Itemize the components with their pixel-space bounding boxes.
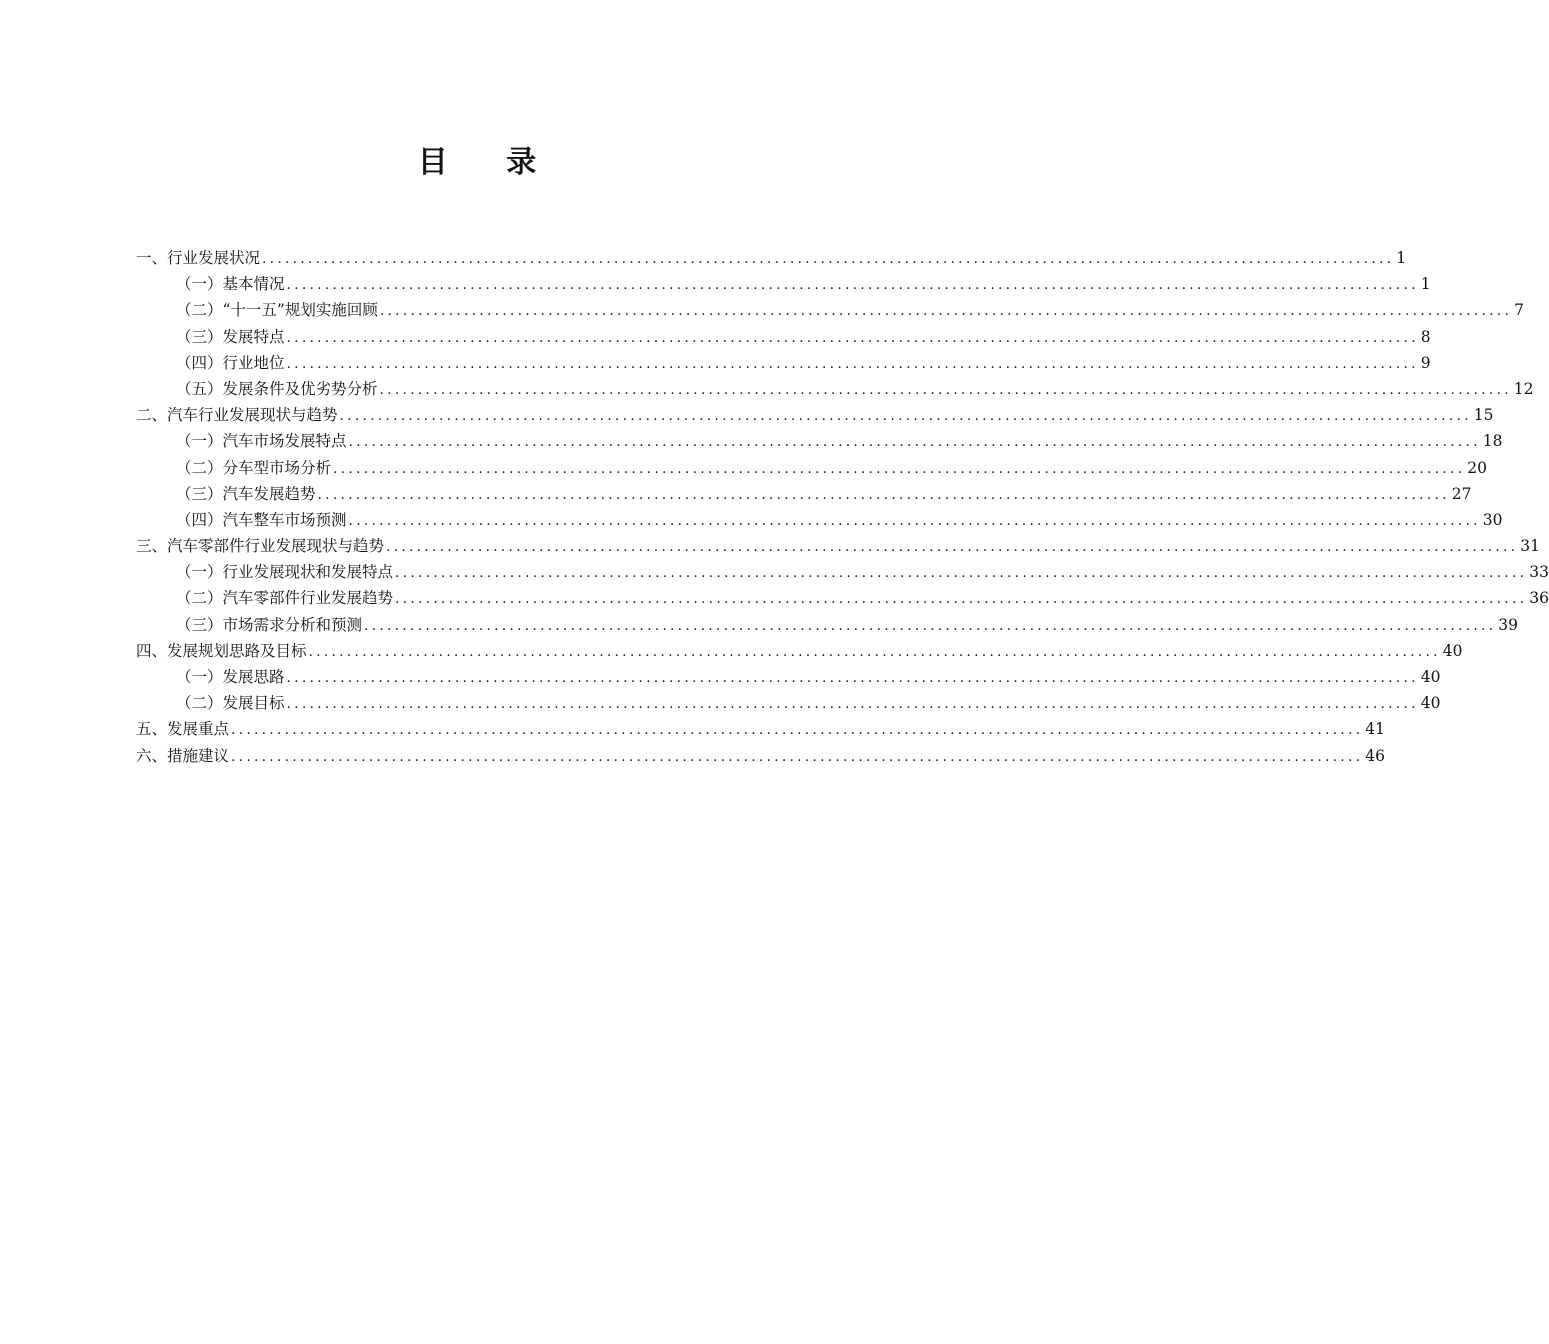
toc-entry[interactable] bbox=[136, 664, 1441, 690]
toc-page-number: 8 bbox=[1420, 327, 1431, 346]
toc-entry-label: 二、汽车行业发展现状与趋势 bbox=[136, 406, 338, 425]
toc-entry-label: （一）发展思路 bbox=[176, 668, 285, 686]
toc-page-number: 40 bbox=[1442, 641, 1463, 660]
toc-page-number: 33 bbox=[1529, 563, 1549, 582]
toc-entry[interactable] bbox=[136, 455, 1487, 481]
toc-page-number: 20 bbox=[1467, 458, 1487, 477]
toc-leader-dots: .................................................................................................................................................... bbox=[308, 643, 1441, 660]
toc-leader-dots: .................................................................................................................................................... bbox=[386, 539, 1519, 556]
toc-page-number: 40 bbox=[1420, 668, 1441, 686]
toc-page-number: 12 bbox=[1513, 379, 1534, 398]
toc-leader-dots: .................................................................................................................................................... bbox=[379, 303, 1513, 320]
toc-list bbox=[136, 245, 1549, 769]
toc-entry-label: （三）发展特点 bbox=[176, 327, 285, 346]
toc-entry-label: （一）基本情况 bbox=[176, 275, 285, 294]
toc-entry-label: 四、发展规划思路及目标 bbox=[136, 641, 307, 660]
toc-entry[interactable] bbox=[136, 402, 1494, 428]
toc-leader-dots: .................................................................................................................................................... bbox=[286, 277, 1419, 294]
toc-page-number: 1 bbox=[1396, 249, 1407, 267]
toc-entry-label: （一）汽车市场发展特点 bbox=[176, 432, 347, 451]
toc-page-number: 31 bbox=[1520, 537, 1540, 556]
toc-leader-dots: .................................................................................................................................................... bbox=[286, 670, 1419, 686]
toc-leader-dots: .................................................................................................................................................... bbox=[286, 355, 1419, 372]
toc-entry[interactable] bbox=[136, 690, 1441, 716]
toc-page-number: 1 bbox=[1420, 275, 1431, 294]
toc-entry-label: （四）汽车整车市场预测 bbox=[176, 510, 347, 529]
toc-entry[interactable] bbox=[136, 350, 1431, 376]
toc-leader-dots: .................................................................................................................................................... bbox=[395, 591, 1528, 608]
toc-leader-dots: .................................................................................................................................................... bbox=[317, 486, 1450, 503]
toc-leader-dots: .................................................................................................................................................... bbox=[339, 408, 1472, 425]
toc-page-number: 46 bbox=[1365, 746, 1385, 765]
toc-leader-dots: .................................................................................................................................................... bbox=[333, 460, 1466, 477]
toc-page-number: 39 bbox=[1498, 615, 1518, 634]
toc-entry[interactable] bbox=[136, 481, 1472, 507]
toc-entry[interactable] bbox=[136, 612, 1518, 638]
toc-leader-dots: .................................................................................................................................................... bbox=[231, 722, 1364, 739]
toc-page-number: 18 bbox=[1482, 432, 1503, 451]
toc-entry-label: （四）行业地位 bbox=[176, 353, 285, 372]
toc-entry[interactable] bbox=[136, 716, 1385, 742]
toc-page-number: 9 bbox=[1420, 353, 1431, 372]
toc-entry[interactable] bbox=[136, 507, 1503, 533]
toc-entry[interactable] bbox=[136, 245, 1407, 271]
toc-page-number: 40 bbox=[1420, 694, 1441, 713]
toc-leader-dots: .................................................................................................................................................... bbox=[286, 696, 1419, 713]
toc-leader-dots: .................................................................................................................................................... bbox=[395, 565, 1528, 582]
toc-leader-dots: .................................................................................................................................................... bbox=[286, 329, 1419, 346]
toc-page-number: 15 bbox=[1473, 406, 1494, 425]
toc-leader-dots: .................................................................................................................................................... bbox=[348, 512, 1481, 529]
toc-entry[interactable] bbox=[136, 376, 1534, 402]
toc-entry-label: （二）“十一五”规划实施回顾 bbox=[176, 301, 378, 320]
toc-leader-dots: .................................................................................................................................................... bbox=[348, 434, 1481, 451]
toc-entry-label: （二）发展目标 bbox=[176, 694, 285, 713]
toc-entry-label: （五）发展条件及优劣势分析 bbox=[176, 379, 378, 398]
toc-entry[interactable] bbox=[136, 559, 1549, 585]
toc-entry-label: 五、发展重点 bbox=[136, 720, 230, 739]
toc-entry[interactable] bbox=[136, 297, 1524, 323]
toc-page-number: 41 bbox=[1365, 720, 1385, 739]
toc-entry-label: 六、措施建议 bbox=[136, 746, 230, 765]
toc-title: 目 录 bbox=[417, 145, 561, 180]
toc-entry[interactable] bbox=[136, 271, 1431, 297]
toc-entry-label: （二）分车型市场分析 bbox=[176, 458, 332, 477]
toc-entry[interactable] bbox=[136, 533, 1540, 559]
toc-leader-dots: .................................................................................................................................................... bbox=[262, 251, 1395, 267]
toc-leader-dots: .................................................................................................................................................... bbox=[231, 748, 1364, 765]
toc-leader-dots: .................................................................................................................................................... bbox=[379, 381, 1512, 398]
toc-entry-label: 一、行业发展状况 bbox=[136, 249, 261, 267]
toc-entry-label: （三）市场需求分析和预测 bbox=[176, 615, 363, 634]
toc-page-number: 30 bbox=[1482, 510, 1503, 529]
toc-entry[interactable] bbox=[136, 638, 1463, 664]
toc-entry-label: （三）汽车发展趋势 bbox=[176, 484, 316, 503]
toc-leader-dots: .................................................................................................................................................... bbox=[364, 617, 1497, 634]
toc-entry[interactable] bbox=[136, 585, 1549, 611]
toc-entry[interactable] bbox=[136, 743, 1385, 769]
toc-page-number: 27 bbox=[1451, 484, 1472, 503]
toc-entry-label: （一）行业发展现状和发展特点 bbox=[176, 563, 394, 582]
toc-entry[interactable] bbox=[136, 324, 1431, 350]
toc-page-number: 7 bbox=[1514, 301, 1524, 320]
toc-entry-label: 三、汽车零部件行业发展现状与趋势 bbox=[136, 537, 385, 556]
toc-entry-label: （二）汽车零部件行业发展趋势 bbox=[176, 589, 394, 608]
toc-page-number: 36 bbox=[1529, 589, 1549, 608]
toc-entry[interactable] bbox=[136, 428, 1503, 454]
